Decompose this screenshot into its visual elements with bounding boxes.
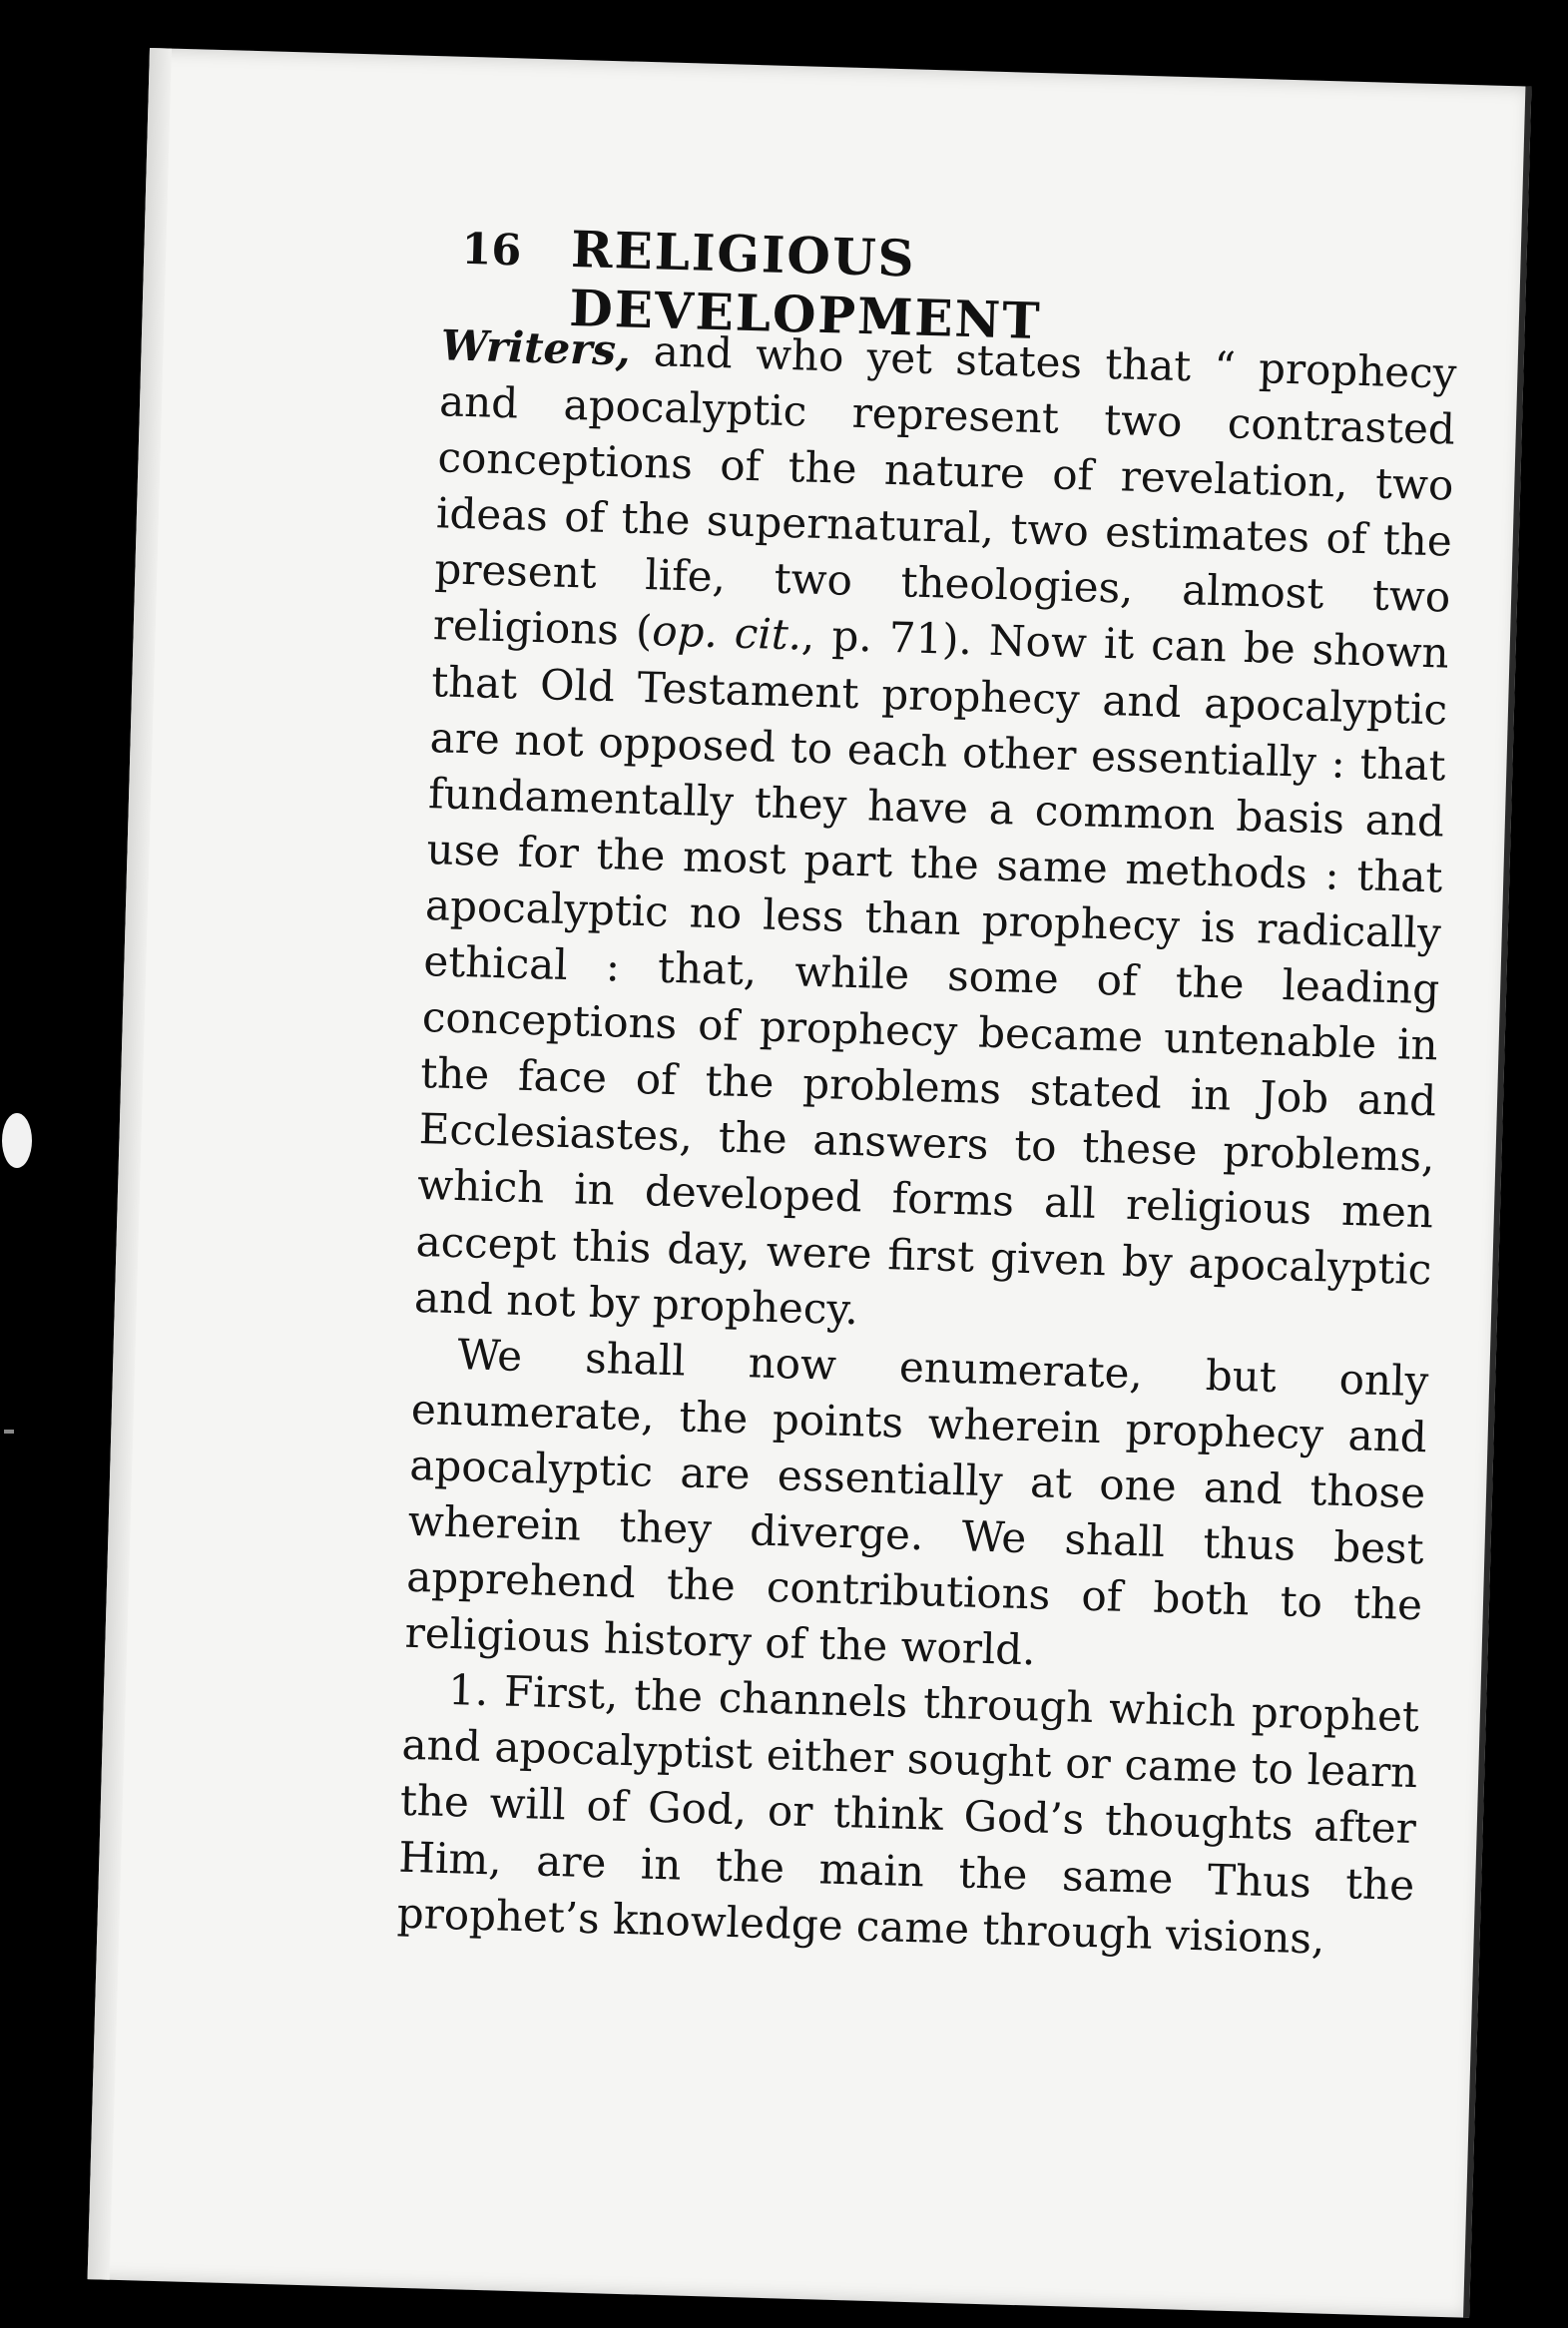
page-left-edge (88, 48, 172, 2280)
book-page (88, 48, 1532, 2318)
paragraph-3: 1. First, the channels through which prophet and apocalyptist either sought or came to learn the will of God, or think God’s thoughts after Him, are in the main the same Thus the prophet’s knowledge came through visions, (396, 1665, 1420, 1964)
paragraph-1-text-b: , p. 71). Now it can be shown that Old Testament prophecy and apocalyptic are not opposed to each other essentially : that fundamentally they have a common basis and use for the most part the same methods : that apocalyptic no less than prophecy is radically ethical : that, while some of the leading conceptions of prophecy became untenable in the face of the problems stated in Job and Ecclesiastes, the answers to these problems, which in developed forms all religious men accept this day, were first given by apocalyptic and not by prophecy. (413, 610, 1450, 1334)
paragraph-1-text-a: and who yet states that “ prophecy and apocalyptic represent two contrasted conceptions of the nature of revelation, two ideas of the supernatural, two estimates of the present life, two theologies, almost two religions ( (432, 325, 1458, 656)
paragraph-1 (413, 317, 1457, 1354)
page-number: 16 (460, 224, 523, 277)
page-right-edge (1463, 87, 1531, 2318)
running-title: RELIGIOUS DEVELOPMENT (568, 219, 1043, 351)
paragraph-1-citation: op. cit. (651, 606, 802, 660)
body-text (396, 317, 1457, 1970)
paragraph-2: We shall now enumerate, but only enumerate, the points wherein prophecy and apocalyptic are essentially at one and those wherein they diverge. We shall thus best apprehend the contributions of both to the religious history of the world. (404, 1329, 1429, 1675)
left-margin-mark (4, 1430, 14, 1434)
paragraph-1-lead-word: Writers, (440, 320, 632, 375)
left-margin-speck (2, 1113, 32, 1168)
